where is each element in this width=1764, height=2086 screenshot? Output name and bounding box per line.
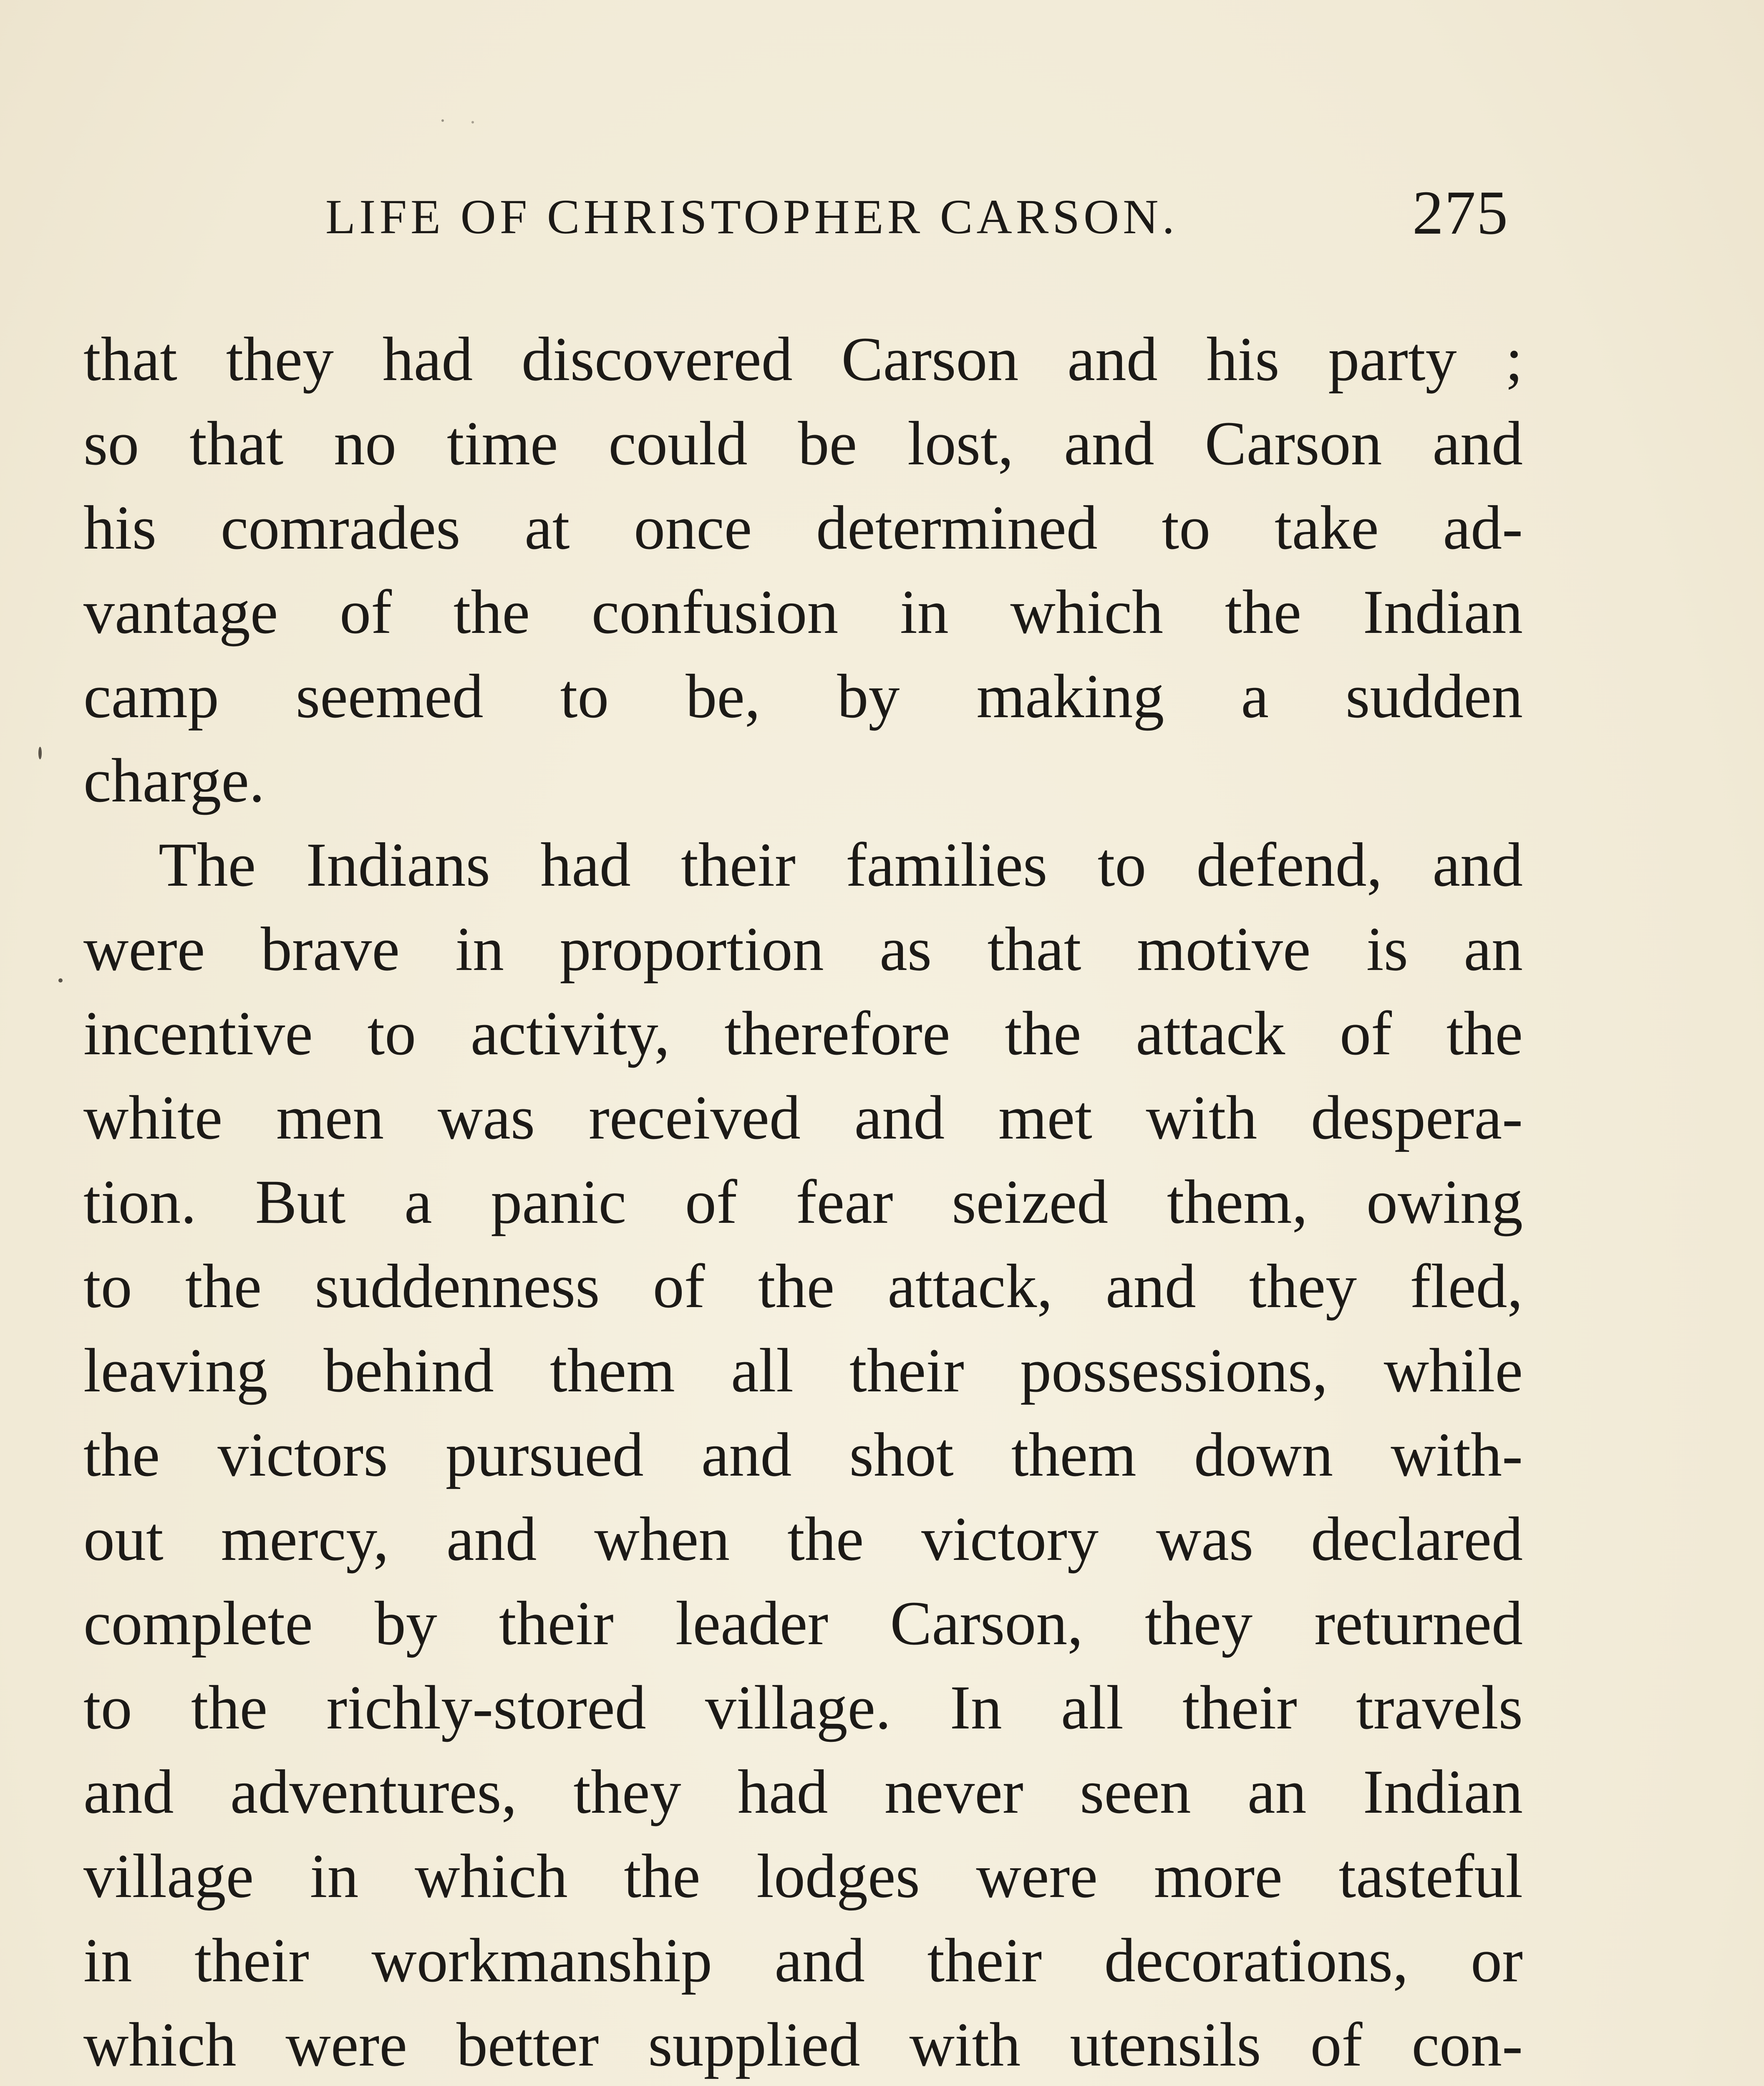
text-line: camp seemed to be, by making a sudden [83,662,1523,731]
running-head-title: LIFE OF CHRISTOPHER CARSON. [325,189,1178,244]
text-line: out mercy, and when the victory was declared [83,1504,1523,1574]
text-line: in their workmanship and their decorations, or [83,1926,1523,1995]
text-line: complete by their leader Carson, they returned [83,1589,1523,1658]
text-line: leaving behind them all their possessions, while [83,1336,1523,1405]
paragraph-start-line: The Indians had their families to defend, and [159,830,1523,899]
page-number: 275 [1412,178,1509,247]
ink-speck [441,119,444,122]
text-line: his comrades at once determined to take ad- [83,493,1523,562]
text-line: which were better supplied with utensils of con- [83,2010,1523,2079]
ink-speck [38,747,42,759]
ink-speck [471,121,474,123]
text-line: were brave in proportion as that motive is an [83,915,1523,984]
text-line: the victors pursued and shot them down with- [83,1420,1523,1489]
text-line: tion. But a panic of fear seized them, owing [83,1167,1523,1237]
text-line: so that no time could be lost, and Carson and [83,409,1523,478]
ink-speck [58,978,63,983]
text-line: incentive to activity, therefore the attack of the [83,999,1523,1068]
text-line: village in which the lodges were more tasteful [83,1842,1523,1911]
text-line: charge. [83,746,265,815]
text-line: to the suddenness of the attack, and they fled, [83,1252,1523,1321]
text-line: vantage of the confusion in which the Indian [83,577,1523,647]
body-text [83,317,1523,2086]
text-line: to the richly-stored village. In all their travels [83,1673,1523,1742]
text-line: that they had discovered Carson and his party ; [83,325,1523,394]
text-line: and adventures, they had never seen an Indian [83,1757,1523,1827]
text-line: white men was received and met with despera- [83,1083,1523,1152]
